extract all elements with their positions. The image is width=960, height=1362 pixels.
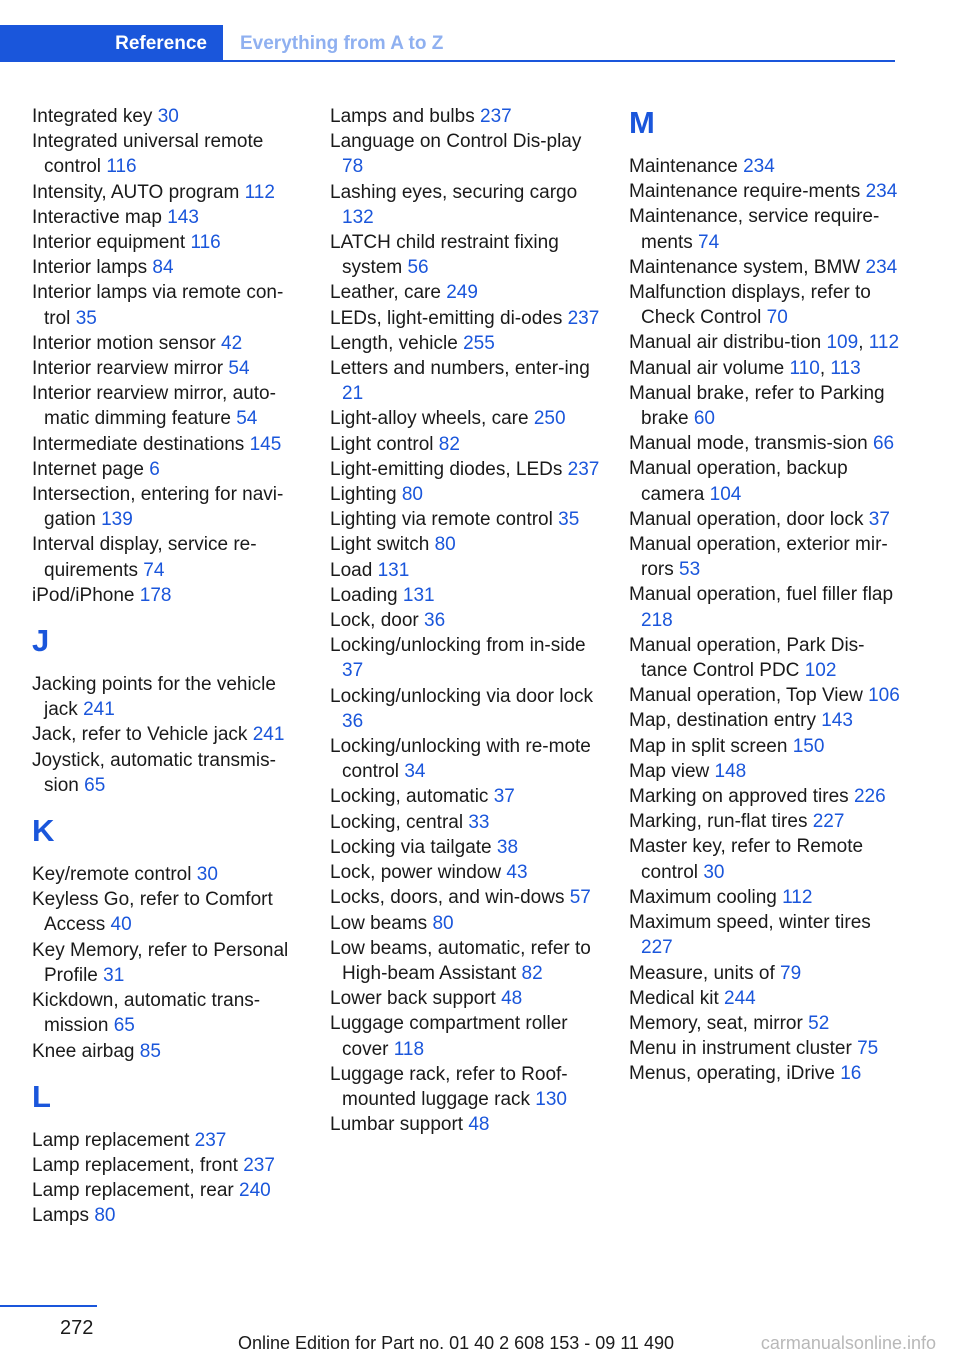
page-reference-link[interactable]: 36 — [424, 610, 446, 632]
index-entry — [32, 1153, 304, 1178]
index-entry-text: Interior lamps — [32, 257, 148, 279]
index-entry — [32, 1203, 304, 1228]
index-entry-text: Manual air distribu‐tion — [629, 332, 822, 354]
index-entry — [330, 860, 602, 885]
index-entry — [330, 129, 602, 179]
index-entry — [32, 862, 304, 887]
page-reference-link[interactable]: 234 — [743, 156, 775, 177]
page-reference-link[interactable]: 116 — [190, 232, 221, 254]
index-entry-text: Manual operation, exterior mir‐rors — [629, 534, 888, 581]
page-reference-link[interactable]: 36 — [342, 710, 364, 732]
index-entry-text: Menus, operating, iDrive — [629, 1063, 835, 1085]
index-entry — [629, 1061, 901, 1086]
index-entry-text: Lamps and bulbs — [330, 106, 475, 127]
page-reference-link[interactable]: 33 — [468, 811, 490, 833]
index-entry — [330, 230, 602, 280]
index-entry-text: Manual mode, transmis‐sion — [629, 433, 868, 455]
index-entry — [32, 532, 304, 582]
index-entry-text: Locking via tailgate — [330, 836, 492, 858]
index-letter-heading: L — [32, 1078, 51, 1114]
index-entry-text: Maximum speed, winter tires — [629, 912, 871, 934]
index-entry-text: Marking, run-flat tires — [629, 811, 808, 833]
index-entry — [32, 938, 304, 988]
index-entry — [330, 608, 602, 633]
index-entry-text: Lamp replacement, front — [32, 1154, 238, 1176]
index-entry-text: Locking/unlocking via door lock — [330, 685, 593, 707]
index-entry-text: Interior lamps via remote con‐trol — [32, 282, 284, 329]
index-entry — [330, 532, 602, 557]
index-entry-text: Manual operation, backup camera — [629, 458, 848, 505]
page-reference-link[interactable]: 79 — [780, 962, 802, 984]
index-entry — [32, 104, 304, 129]
page-reference-link[interactable]: 37 — [342, 660, 364, 682]
page-reference-link[interactable]: 85 — [139, 1040, 161, 1062]
index-entry-text: Jacking points for the vehicle jack — [32, 674, 276, 721]
index-entry — [330, 507, 602, 532]
index-entry — [330, 986, 602, 1011]
page-reference-link[interactable]: 227 — [812, 811, 845, 833]
index-entry-text: Interior rearview mirror, auto‐matic dimming feature — [32, 383, 276, 430]
index-entry-text: Interval display, service re‐quirements — [32, 534, 257, 581]
index-entry-text: Internet page — [32, 458, 144, 480]
page-reference-link[interactable]: 35 — [75, 307, 97, 329]
index-entry — [32, 280, 304, 330]
index-entry-text: Light switch — [330, 534, 430, 556]
page-reference-link[interactable]: 139 — [101, 509, 133, 531]
index-entry — [629, 734, 901, 759]
index-entry — [32, 672, 304, 722]
index-entry-text: Memory, seat, mirror — [629, 1012, 803, 1034]
index-entry-text: Intensity, AUTO program — [32, 181, 240, 203]
index-entry-text: Maintenance require‐ments — [629, 181, 861, 203]
index-entry-text: Manual operation, fuel filler flap — [629, 584, 894, 606]
page-reference-link[interactable]: 143 — [167, 206, 199, 228]
index-entry — [32, 356, 304, 381]
page-reference-link[interactable]: 132 — [342, 206, 374, 228]
index-entry-text: Maximum cooling — [629, 886, 777, 908]
index-entry-text: LEDs, light-emitting di‐odes — [330, 307, 563, 329]
index-entry — [32, 748, 304, 798]
index-entry — [629, 683, 901, 708]
page-reference-link[interactable]: 74 — [698, 231, 720, 253]
index-entry-text: Luggage rack, refer to Roof-mounted luggage rack — [330, 1063, 568, 1110]
page-reference-link[interactable]: 65 — [84, 774, 106, 796]
index-entry — [629, 708, 901, 733]
index-entry-text: Manual operation, Top View — [629, 685, 863, 707]
page-reference-link[interactable]: 37 — [868, 508, 890, 530]
page-reference-link[interactable]: 6 — [149, 458, 160, 480]
index-entry — [629, 1011, 901, 1036]
page-reference-link[interactable]: 54 — [228, 358, 250, 380]
page-reference-link[interactable]: 80 — [94, 1205, 116, 1227]
page-reference-link[interactable]: 40 — [110, 914, 132, 936]
index-entry-text: Length, vehicle — [330, 332, 458, 354]
page-reference-link[interactable]: 109 — [826, 332, 859, 354]
page-reference-link[interactable]: 48 — [501, 988, 523, 1010]
index-entry-text: Intermediate destinations — [32, 433, 245, 455]
index-entry — [629, 507, 901, 532]
index-entry — [32, 1039, 304, 1064]
index-entry — [330, 457, 602, 482]
page-reference-link[interactable]: 34 — [404, 761, 426, 783]
index-entry — [330, 406, 602, 431]
index-entry-text: Maintenance, service require‐ments — [629, 206, 880, 253]
index-entry-text: Interactive map — [32, 206, 162, 228]
index-entry-text: Lamp replacement — [32, 1129, 190, 1151]
page-reference-link[interactable]: 102 — [804, 660, 837, 682]
page-reference-link[interactable]: 237 — [567, 307, 600, 329]
page-reference-link[interactable]: 16 — [840, 1063, 862, 1085]
index-entry-text: Measure, units of — [629, 962, 775, 984]
index-entry — [330, 482, 602, 507]
page-reference-link[interactable]: 237 — [194, 1129, 227, 1151]
page-reference-link[interactable]: 80 — [432, 912, 454, 934]
index-entry — [330, 911, 602, 936]
index-entry-text: Master key, refer to Remote control — [629, 836, 864, 883]
index-entry-text: Integrated key — [32, 106, 153, 127]
page-reference-link[interactable]: 35 — [558, 509, 580, 531]
page-reference-link[interactable]: 21 — [342, 383, 364, 405]
index-entry-text: Light-emitting diodes, LEDs — [330, 458, 563, 480]
index-entry — [629, 179, 901, 204]
index-entry-text: Language on Control Dis‐play — [330, 131, 582, 153]
page-reference-link[interactable]: 65 — [113, 1015, 135, 1037]
index-column-1 — [32, 104, 304, 1229]
page-reference-link[interactable]: 148 — [714, 760, 747, 782]
index-entry — [330, 1062, 602, 1112]
page-reference-link[interactable]: 48 — [468, 1114, 490, 1136]
index-entry-text: Lock, power window — [330, 862, 502, 884]
index-entry-text: iPod/iPhone — [32, 584, 135, 606]
index-entry-text: Kickdown, automatic trans‐mission — [32, 990, 261, 1037]
index-entry-text: Lashing eyes, securing cargo — [330, 181, 578, 203]
page-reference-link[interactable]: 255 — [463, 332, 495, 354]
index-entry-text: Light control — [330, 433, 434, 455]
index-entry — [629, 986, 901, 1011]
index-entry-text: Lamps — [32, 1205, 90, 1227]
index-entry — [32, 432, 304, 457]
index-entry — [32, 457, 304, 482]
index-entry-text: Manual operation, Park Dis‐tance Control PDC — [629, 634, 865, 682]
page-reference-link[interactable]: 130 — [535, 1088, 567, 1110]
page-reference-link[interactable]: 118 — [393, 1038, 425, 1060]
page-reference-link[interactable]: 112 — [782, 886, 813, 908]
index-entry-text: Joystick, automatic transmis‐sion — [32, 749, 276, 796]
index-entry-text: Lamp replacement, rear — [32, 1180, 234, 1202]
index-entry — [629, 582, 901, 632]
index-entry — [32, 1178, 304, 1203]
index-entry — [330, 936, 602, 986]
page-reference-link[interactable]: 38 — [496, 836, 519, 858]
index-entry — [629, 1036, 901, 1061]
index-entry — [32, 381, 304, 431]
index-entry-text: Maintenance — [629, 156, 738, 177]
page-reference-link[interactable]: 42 — [221, 332, 243, 354]
index-entry — [32, 482, 304, 532]
page-reference-link[interactable]: 249 — [446, 282, 478, 304]
page-reference-link[interactable]: 131 — [402, 584, 435, 606]
page-reference-link[interactable]: 112 — [244, 181, 275, 203]
index-entry — [629, 784, 901, 809]
index-entry — [629, 885, 901, 910]
page-reference-link[interactable]: 244 — [724, 987, 756, 1009]
page-reference-link[interactable]: 250 — [533, 408, 566, 430]
index-entry-text: Maintenance system, BMW — [629, 256, 861, 278]
index-entry — [629, 280, 901, 330]
index-entry-text: Medical kit — [629, 987, 719, 1009]
page-reference-link[interactable]: 178 — [139, 584, 172, 606]
index-entry-text: Knee airbag — [32, 1040, 135, 1062]
index-entry — [330, 432, 602, 457]
index-entry — [330, 180, 602, 230]
index-entry — [330, 633, 602, 683]
footer-rule — [0, 1305, 97, 1307]
index-entry — [629, 381, 901, 431]
index-entry-text: Malfunction displays, refer to Check Control — [629, 282, 871, 329]
index-entry-text: Intersection, entering for navi‐gation — [32, 484, 284, 531]
chapter-title: Everything from A to Z — [240, 32, 444, 54]
page-reference-link[interactable]: 241 — [252, 724, 285, 746]
page-reference-link[interactable]: 237 — [243, 1154, 275, 1176]
index-entry — [330, 1011, 602, 1061]
page-reference-link[interactable]: 84 — [152, 257, 174, 279]
index-entry — [32, 129, 304, 179]
page-reference-link[interactable]: 53 — [679, 559, 701, 581]
index-entry-text: LATCH child restraint fixing system — [330, 232, 559, 279]
index-entry-text: Manual brake, refer to Parking brake — [629, 382, 885, 430]
index-entry — [32, 887, 304, 937]
page-reference-link[interactable]: 80 — [401, 484, 423, 506]
index-entry-text: Interior equipment — [32, 232, 186, 254]
page-reference-link[interactable]: 106 — [868, 685, 900, 707]
page-reference-link[interactable]: 60 — [693, 408, 715, 430]
page-reference-link[interactable]: 240 — [239, 1180, 271, 1202]
index-entry-text: Loading — [330, 584, 398, 606]
index-entry-text: Lock, door — [330, 610, 419, 632]
page-reference-link[interactable]: 112 — [868, 332, 900, 354]
index-entry — [629, 154, 901, 179]
index-entry: Manual air distribu‐tion 109, 112 — [629, 332, 900, 354]
header-rule — [0, 60, 895, 62]
page-reference-link[interactable]: 57 — [569, 887, 591, 909]
page-reference-link[interactable]: 143 — [821, 710, 853, 732]
page-reference-link[interactable]: 145 — [249, 433, 282, 455]
index-entry-text: Luggage compartment roller cover — [330, 1013, 568, 1060]
page-reference-link[interactable]: 30 — [703, 861, 725, 883]
index-entry — [330, 1112, 602, 1137]
index-entry — [629, 431, 901, 456]
index-entry — [330, 810, 602, 835]
index-column-2 — [330, 104, 602, 1137]
page-reference-link[interactable]: 110 — [789, 357, 820, 379]
page-reference-link[interactable]: 70 — [766, 307, 788, 329]
page-reference-link[interactable]: 82 — [521, 962, 543, 984]
index-entry — [330, 583, 602, 608]
index-entry — [32, 1128, 304, 1153]
page-reference-link[interactable]: 30 — [157, 106, 179, 127]
index-entry-text: Lumbar support — [330, 1114, 464, 1136]
index-entry-text: Lighting via remote control — [330, 509, 553, 531]
index-entry — [32, 180, 304, 205]
index-entry-text: Interior rearview mirror — [32, 358, 224, 380]
index-entry — [629, 961, 901, 986]
page-reference-link[interactable]: 56 — [407, 257, 429, 279]
index-column-3 — [629, 104, 901, 1087]
page-reference-link[interactable]: 54 — [236, 408, 258, 430]
index-entry — [629, 633, 901, 683]
page-reference-link[interactable]: 31 — [103, 964, 125, 986]
index-entry — [330, 558, 602, 583]
page-reference-link[interactable]: 80 — [434, 534, 456, 556]
index-entry-text: Leather, care — [330, 282, 441, 304]
index-entry — [629, 834, 901, 884]
index-entry — [330, 784, 602, 809]
index-entry — [32, 205, 304, 230]
index-entry-text: Lower back support — [330, 988, 496, 1010]
page-reference-link[interactable]: 104 — [709, 483, 742, 505]
page-reference-link[interactable]: 234 — [865, 256, 898, 278]
edition-footer: Online Edition for Part no. 01 40 2 608 153 - 09 11 490 — [238, 1333, 674, 1353]
index-entry-text: Map in split screen — [629, 735, 788, 757]
index-entry-text: Integrated universal remote control — [32, 131, 264, 178]
index-entry — [330, 331, 602, 356]
page-reference-link[interactable]: 116 — [106, 156, 137, 178]
watermark: carmanualsonline.info — [760, 1333, 936, 1353]
page-reference-link[interactable]: 241 — [83, 699, 115, 721]
index-entry — [629, 456, 901, 506]
index-entry — [330, 684, 602, 734]
index-entry — [32, 230, 304, 255]
page-reference-link[interactable]: 66 — [872, 433, 895, 455]
index-letter-heading: K — [32, 813, 55, 849]
index-entry-text: Load — [330, 559, 373, 581]
index-entry: Manual air volume 110, 113 — [629, 357, 861, 379]
index-entry-text: Locking/unlocking from in‐side — [330, 635, 586, 657]
index-entry-text: Locking/unlocking with re‐mote control — [330, 736, 591, 783]
page-reference-link[interactable]: 52 — [808, 1012, 830, 1034]
page-reference-link[interactable]: 74 — [143, 559, 165, 581]
page-reference-link[interactable]: 30 — [196, 864, 218, 886]
index-entry-text: Manual operation, door lock — [629, 508, 864, 530]
page-reference-link[interactable]: 218 — [641, 609, 673, 631]
index-entry — [629, 759, 901, 784]
page-reference-link[interactable]: 237 — [567, 458, 600, 480]
index-entry-text: Light-alloy wheels, care — [330, 408, 529, 430]
index-entry — [629, 910, 901, 960]
page-number: 272 — [60, 1317, 94, 1339]
index-entry — [629, 809, 901, 834]
page-reference-link[interactable]: 37 — [493, 786, 515, 808]
index-entry — [330, 734, 602, 784]
page-reference-link[interactable]: 237 — [480, 106, 512, 127]
page-reference-link[interactable]: 43 — [506, 862, 528, 884]
index-entry-text: Map view — [629, 760, 710, 782]
index-entry — [330, 356, 602, 406]
page-reference-link[interactable]: 78 — [342, 156, 364, 178]
page-reference-link[interactable]: 234 — [865, 181, 898, 203]
index-entry — [32, 331, 304, 356]
index-entry-text: Lighting — [330, 484, 397, 506]
index-entry-text: Low beams, automatic, refer to High-beam Assistant — [330, 937, 591, 984]
page-reference-link[interactable]: 131 — [377, 559, 410, 581]
page-reference-link[interactable]: 226 — [853, 786, 886, 808]
section-tab: Reference — [0, 25, 223, 62]
index-entry-text: Jack, refer to Vehicle jack — [32, 724, 248, 746]
index-entry-text: Interior motion sensor — [32, 332, 216, 354]
index-entry — [330, 104, 602, 129]
index-entry-text: Keyless Go, refer to Comfort Access — [32, 889, 273, 936]
index-entry-text: Key Memory, refer to Personal Profile — [32, 939, 289, 986]
index-entry — [32, 988, 304, 1038]
page-reference-link[interactable]: 75 — [857, 1038, 879, 1060]
index-entry — [330, 835, 602, 860]
index-entry-text: Map, destination entry — [629, 710, 816, 732]
index-entry-text: Key/remote control — [32, 864, 192, 886]
index-letter-heading: J — [32, 623, 50, 659]
index-entry — [629, 532, 901, 582]
index-entry — [32, 583, 304, 608]
index-entry-text: Locking, central — [330, 811, 464, 833]
index-entry-text: Marking on approved tires — [629, 786, 849, 808]
index-entry — [330, 280, 602, 305]
page-reference-link[interactable]: 82 — [438, 433, 460, 455]
index-entry-text: Letters and numbers, enter‐ing — [330, 358, 590, 380]
index-letter-heading: M — [629, 105, 655, 140]
index-entry-text: Locks, doors, and win‐dows — [330, 887, 565, 909]
index-entry — [330, 306, 602, 331]
index-entry-text: Menu in instrument cluster — [629, 1038, 852, 1060]
index-entry-text: Manual air volume — [629, 357, 785, 379]
page-reference-link[interactable]: 227 — [641, 937, 673, 959]
index-entry — [32, 722, 304, 747]
page-reference-link[interactable]: 150 — [792, 735, 825, 757]
index-entry — [32, 255, 304, 280]
page-reference-link[interactable]: 113 — [830, 357, 861, 379]
index-entry — [629, 204, 901, 254]
index-entry-text: Low beams — [330, 912, 428, 934]
index-entry — [330, 885, 602, 910]
index-entry-text: Locking, automatic — [330, 786, 489, 808]
index-entry — [629, 255, 901, 280]
